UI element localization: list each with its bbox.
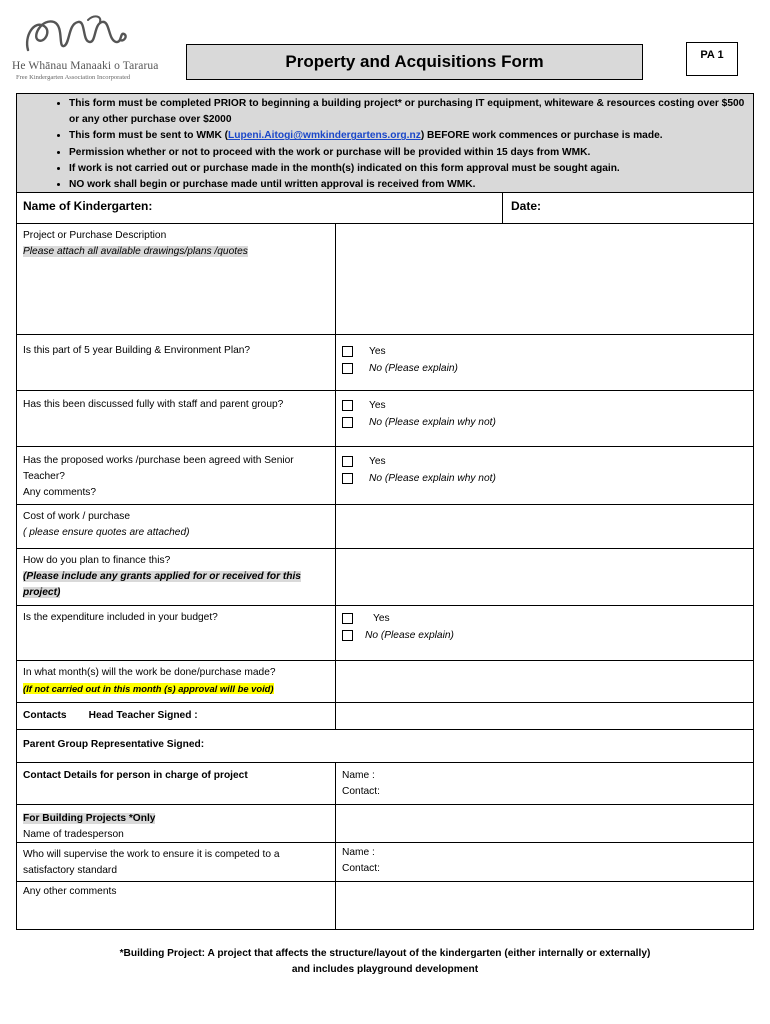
notice-item: • If work is not carried out or purchase made in the month(s) indicated on this form approval must be sought again. <box>69 161 753 177</box>
checkbox[interactable] <box>342 630 353 641</box>
logo-mark <box>24 12 144 58</box>
finance-field[interactable] <box>336 549 753 605</box>
notice-box <box>16 93 754 193</box>
budget-options <box>336 606 753 660</box>
contact-details-label: Contact Details for person in charge of project <box>17 763 336 804</box>
option-label: Yes <box>369 345 386 357</box>
option-no[interactable] <box>342 470 747 487</box>
option-yes[interactable] <box>342 343 747 360</box>
notice-item: • NO work shall begin or purchase made until written approval is received from WMK. <box>69 177 753 193</box>
contacts-row <box>16 703 754 730</box>
checkbox[interactable] <box>342 363 353 374</box>
name-field[interactable]: Name : <box>342 770 375 781</box>
checkbox[interactable] <box>342 346 353 357</box>
contact-field[interactable]: Contact: <box>342 786 380 797</box>
checkbox[interactable] <box>342 417 353 428</box>
cost-note: ( please ensure quotes are attached) <box>23 527 190 538</box>
five-year-plan-label: Is this part of 5 year Building & Environment Plan? <box>17 335 336 390</box>
finance-label-cell <box>17 549 336 605</box>
checkbox[interactable] <box>342 613 353 624</box>
kindergarten-row <box>16 193 754 224</box>
five-year-plan-options <box>336 335 753 390</box>
email-link[interactable]: Lupeni.Aitogi@wmkindergartens.org.nz <box>228 130 421 142</box>
agreed-label: Has the proposed works /purchase been agreed with Senior Teacher? <box>23 455 294 482</box>
option-yes[interactable] <box>342 610 747 627</box>
finance-note: (Please include any grants applied for or received for this project) <box>23 571 301 598</box>
finance-row <box>16 549 754 606</box>
other-comments-field[interactable] <box>336 882 753 929</box>
cost-row <box>16 505 754 549</box>
name-field[interactable]: Name : <box>342 847 375 858</box>
form-table <box>16 193 754 930</box>
agreed-label-cell <box>17 447 336 504</box>
option-label: No (Please explain) <box>365 629 454 641</box>
head-teacher-signature-field[interactable] <box>336 703 753 729</box>
notice-list <box>17 94 753 193</box>
option-label: No (Please explain why not) <box>369 416 496 428</box>
contacts-label: Contacts <box>23 710 67 721</box>
option-no[interactable] <box>342 414 747 431</box>
project-description-label-cell <box>17 224 336 334</box>
logo <box>10 12 160 86</box>
option-yes[interactable] <box>342 453 747 470</box>
contact-details-row <box>16 763 754 805</box>
month-row <box>16 661 754 703</box>
agreed-options <box>336 447 753 504</box>
other-comments-label: Any other comments <box>17 882 336 929</box>
option-label: Yes <box>369 399 386 411</box>
other-comments-row <box>16 882 754 930</box>
option-label: No (Please explain why not) <box>369 472 496 484</box>
month-field[interactable] <box>336 661 753 702</box>
kindergarten-name-field[interactable]: Name of Kindergarten: <box>17 193 503 223</box>
contact-details-cell <box>336 763 753 804</box>
parent-rep-row <box>16 730 754 763</box>
form-code: PA 1 <box>686 42 738 76</box>
option-yes[interactable] <box>342 397 747 414</box>
option-label: Yes <box>373 612 390 624</box>
project-description-label: Project or Purchase Description <box>23 230 167 241</box>
logo-text: He Whānau Manaaki o Tararua <box>12 60 159 72</box>
date-field[interactable]: Date: <box>511 199 542 213</box>
month-note: (If not carried out in this month (s) approval will be void) <box>23 683 274 694</box>
building-projects-label: For Building Projects *Only <box>23 813 156 824</box>
cost-field[interactable] <box>336 505 753 548</box>
five-year-plan-row <box>16 335 754 391</box>
agreed-comments-label: Any comments? <box>23 487 97 498</box>
footer-line: *Building Project: A project that affects the structure/layout of the kindergarten (either internally or externally) <box>119 948 651 959</box>
option-no[interactable] <box>342 627 747 644</box>
discussed-row <box>16 391 754 447</box>
tradesperson-label: Name of tradesperson <box>23 829 124 840</box>
project-description-row <box>16 224 754 335</box>
finance-label: How do you plan to finance this? <box>23 555 171 566</box>
building-projects-label-cell <box>17 805 336 842</box>
contacts-label-cell <box>17 703 336 729</box>
budget-row <box>16 606 754 661</box>
notice-item: • This form must be completed PRIOR to beginning a building project* or purchasing IT equipment, whiteware & resources costing over $500 or any other purchase over $2000 <box>69 96 753 128</box>
project-description-note: Please attach all available drawings/plans /quotes <box>23 246 248 257</box>
discussed-options <box>336 391 753 446</box>
head-teacher-signed-label: Head Teacher Signed : <box>88 710 198 721</box>
checkbox[interactable] <box>342 473 353 484</box>
checkbox[interactable] <box>342 456 353 467</box>
notice-text: This form must be sent to WMK ( <box>69 130 229 142</box>
building-projects-row <box>16 805 754 843</box>
logo-subtext: Free Kindergarten Association Incorporated <box>16 74 131 81</box>
notice-item <box>69 128 753 144</box>
option-label: Yes <box>369 455 386 467</box>
contact-field[interactable]: Contact: <box>342 863 380 874</box>
parent-rep-signature-field[interactable]: Parent Group Representative Signed: <box>23 739 205 750</box>
supervise-label: Who will supervise the work to ensure it is competed to a satisfactory standard <box>17 843 336 881</box>
supervise-cell <box>336 843 753 881</box>
form-title: Property and Acquisitions Form <box>186 44 643 80</box>
agreed-row <box>16 447 754 505</box>
supervise-row <box>16 843 754 882</box>
budget-label: Is the expenditure included in your budget? <box>17 606 336 660</box>
notice-item: • Permission whether or not to proceed with the work or purchase will be provided within 15 days from WMK. <box>69 145 753 161</box>
tradesperson-field[interactable] <box>336 805 753 842</box>
notice-text: ) BEFORE work commences or purchase is made. <box>420 130 663 142</box>
footer-line: and includes playground development <box>291 964 479 975</box>
checkbox[interactable] <box>342 400 353 411</box>
project-description-field[interactable] <box>336 224 753 334</box>
cost-label: Cost of work / purchase <box>23 511 131 522</box>
cost-label-cell <box>17 505 336 548</box>
option-label: No (Please explain) <box>369 362 458 374</box>
month-label-cell <box>17 661 336 702</box>
option-no[interactable] <box>342 360 747 377</box>
footer-note <box>16 946 754 978</box>
discussed-label: Has this been discussed fully with staff and parent group? <box>17 391 336 446</box>
month-label: In what month(s) will the work be done/purchase made? <box>23 667 276 678</box>
